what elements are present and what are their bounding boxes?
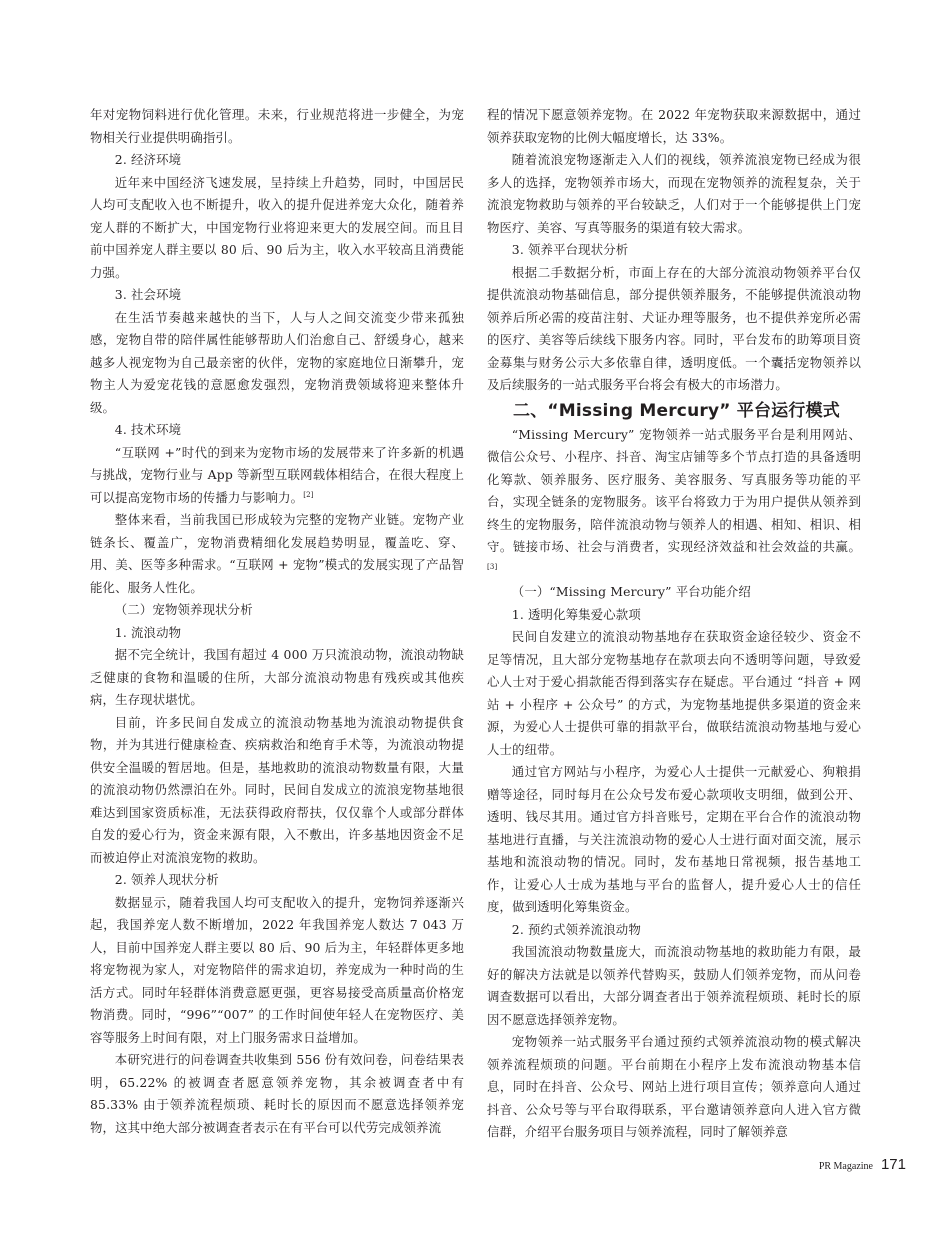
text: 通过官方网站与小程序，为爱心人士提供一元献爱心、狗粮捐赠等途径，同时每月在公众号发布爱心款项收支明细，做到公开、透明、钱尽其用。通过官方抖音账号，定期在平台合作的流浪动物基地进行直播，与关注流浪动物的爱心人士进行面对面交流，展示基地和流浪动物的情况。同时，发布基地日常视频，报告基地工作，让爱心人士成为基地与平台的监督人，提升爱心人士的信任度，做到透明化筹集资金。 [487, 764, 861, 914]
text: 1. 流浪动物 [114, 624, 182, 640]
subsection-heading [90, 622, 464, 645]
subsection-heading [90, 869, 464, 892]
text: 2. 经济环境 [114, 152, 182, 167]
paragraph [90, 172, 464, 285]
subsection-heading [90, 284, 464, 307]
magazine-name: PR Magazine [818, 1161, 873, 1172]
paragraph [90, 442, 464, 510]
text: 目前，许多民间自发成立的流浪动物基地为流浪动物提供食物，并为其进行健康检查、疾病救治和绝育手术等，为流浪动物提供安全温暖的暂居地。但是，基地救助的流浪动物数量有限，大量的流浪动物仍然漂泊在外。同时，民间自发成立的流浪宠物基地很难达到国家资质标准，无法获得政府帮扶，仅仅靠个人或部分群体自发的爱心行为，资金来源有限，入不敷出，许多基地因资金不足而被迫停止对流浪宠物的救助。 [90, 714, 464, 865]
text: 二、“Missing Mercury” 平台运行模式 [513, 400, 840, 421]
text: 整体来看，当前我国已形成较为完整的宠物产业链。宠物产业链条长、覆盖广，宠物消费精细化发展趋势明显，覆盖吃、穿、用、美、医等多种需求。“互联网 + 宠物”模式的发展实现了产品智能化、服务人性化。 [90, 512, 464, 595]
text: 程的情况下愿意领养宠物。在 2022 年宠物获取来源数据中，通过领养获取宠物的比例大幅度增长，达 33%。 [487, 107, 861, 145]
page-footer [819, 1156, 906, 1173]
text: 数据显示，随着我国人均可支配收入的提升，宠物饲养逐渐兴起，我国养宠人数不断增加，2022 年我国养宠人数达 7 043 万人，目前中国养宠人群主要以 80 后、90 后为主，年轻群体更多地将宠物视为家人，对宠物陪伴的需求迫切，养宠成为一种时尚的生活方式。同时年轻群体消费意愿更强，更容易接受高质量高价格宠物消费。同时，“996”“007” 的工作时间使年轻人在宠物医疗、美容等服务上时间有限，对上门服务需求日益增加。 [90, 894, 464, 1045]
paragraph [90, 307, 464, 420]
right-column [487, 104, 861, 1144]
paragraph [90, 1049, 464, 1139]
text: 宠物领养一站式服务平台通过预约式领养流浪动物的模式解决领养流程烦琐的问题。平台前期在小程序上发布流浪动物基本信息，同时在抖音、公众号、网站上进行项目宣传；领养意向人通过抖音、公众号等与平台取得联系，平台邀请领养意向人进入官方微信群，介绍平台服务项目与领养流程，同时了解领养意 [487, 1034, 861, 1139]
paragraph [487, 626, 861, 761]
paragraph [90, 104, 464, 149]
citation-marker: [3] [487, 562, 498, 571]
subsection-heading [90, 599, 464, 622]
text: 3. 社会环境 [114, 287, 182, 302]
paragraph [90, 892, 464, 1050]
section-heading [487, 401, 861, 421]
text: 年对宠物饲料进行优化管理。未来，行业规范将进一步健全，为宠物相关行业提供明确指引。 [90, 107, 464, 145]
text: 2. 领养人现状分析 [114, 872, 219, 887]
subsection-heading [487, 604, 861, 627]
paragraph [487, 262, 861, 397]
text: 我国流浪动物数量庞大，而流浪动物基地的救助能力有限，最好的解决方法就是以领养代替购买，鼓励人们领养宠物，而从问卷调查数据可以看出，大部分调查者出于领养流程烦琐、耗时长的原因不愿意选择领养宠物。 [487, 944, 861, 1027]
text: 据不完全统计，我国有超过 4 000 万只流浪动物，流浪动物缺乏健康的食物和温暖的住所，大部分流浪动物患有残疾或其他疾病，生存现状堪忧。 [90, 647, 464, 707]
paragraph [487, 761, 861, 919]
subsection-heading [487, 581, 861, 604]
subsection-heading [90, 419, 464, 442]
paragraph [487, 941, 861, 1031]
text: 根据二手数据分析，市面上存在的大部分流浪动物领养平台仅提供流浪动物基础信息，部分提供领养服务，不能够提供流浪动物领养后所必需的疫苗注射、犬证办理等服务，也不提供养宠所必需的医疗、美容等后续线下服务内容。同时，平台发布的助筹项目资金募集与财务公示大多依靠自律，透明度低。一个囊括宠物领养以及后续服务的一站式服务平台将会有极大的市场潜力。 [487, 264, 861, 392]
text: 3. 领养平台现状分析 [511, 242, 629, 257]
text: 本研究进行的问卷调查共收集到 556 份有效问卷，问卷结果表明，65.22% 的被调查者愿意领养宠物，其余被调查者中有 85.33% 由于领养流程烦琐、耗时长的原因而不愿意选择领养宠物，这其中绝大部分被调查者表示在有平台可以代劳完成领养流 [90, 1052, 464, 1135]
subsection-heading [90, 149, 464, 172]
paragraph [487, 104, 861, 149]
text: “互联网 +”时代的到来为宠物市场的发展带来了许多新的机遇与挑战，宠物行业与 App 等新型互联网载体相结合，在很大程度上可以提高宠物市场的传播力与影响力。 [90, 444, 464, 505]
text: 随着流浪宠物逐渐走入人们的视线，领养流浪宠物已经成为很多人的选择，宠物领养市场大，而现在宠物领养的流程复杂，关于流浪宠物救助与领养的平台较缺乏，人们对于一个能够提供上门宠物医疗、美容、写真等服务的渠道有较大需求。 [487, 152, 861, 235]
page-number: 171 [880, 1156, 906, 1173]
paragraph [487, 149, 861, 239]
paragraph [90, 644, 464, 712]
paragraph [90, 712, 464, 870]
subsection-heading [487, 239, 861, 262]
paragraph [90, 509, 464, 599]
paragraph [487, 424, 861, 582]
text: 在生活节奏越来越快的当下，人与人之间交流变少带来孤独感，宠物自带的陪伴属性能够帮助人们治愈自己、舒缓身心，越来越多人视宠物为自己最亲密的伙伴，宠物的家庭地位日渐攀升，宠物主人为爱宠花钱的意愿愈发强烈，宠物消费领域将迎来整体升级。 [90, 309, 464, 415]
left-column [90, 104, 464, 1139]
text: 民间自发建立的流浪动物基地存在获取资金途径较少、资金不足等情况，且大部分宠物基地存在款项去向不透明等问题，导致爱心人士对于爱心捐款能否得到落实存在疑虑。平台通过 “抖音 + 网站 + 小程序 + 公众号” 的方式，为宠物基地提供多渠道的资金来源，为爱心人士提供可靠的捐款平台，做联结流浪动物基地与爱心人士的纽带。 [487, 629, 861, 757]
text: “Missing Mercury” 宠物领养一站式服务平台是利用网站、微信公众号、小程序、抖音、淘宝店铺等多个节点打造的具备透明化筹款、领养服务、医疗服务、美容服务、写真服务等功能的平台，实现全链条的宠物服务。该平台将致力于为用户提供从领养到终生的宠物服务，陪伴流浪动物与领养人的相遇、相知、相识、相守。链接市场、社会与消费者，实现经济效益和社会效益的共赢。 [487, 426, 861, 554]
text: 4. 技术环境 [114, 422, 182, 437]
text: （二）宠物领养现状分析 [114, 602, 253, 617]
text: 近年来中国经济飞速发展，呈持续上升趋势，同时，中国居民人均可支配收入也不断提升，收入的提升促进养宠大众化，随着养宠人群的不断扩大，中国宠物行业将迎来更大的发展空间。而且目前中国养宠人群主要以 80 后、90 后为主，收入水平较高且消费能力强。 [90, 174, 464, 280]
paragraph [487, 1031, 861, 1144]
text: 1. 透明化筹集爱心款项 [511, 606, 641, 622]
text: 2. 预约式领养流浪动物 [511, 921, 641, 937]
citation-marker: [2] [303, 490, 314, 499]
subsection-heading [487, 919, 861, 942]
text: （一）“Missing Mercury” 平台功能介绍 [511, 584, 751, 599]
